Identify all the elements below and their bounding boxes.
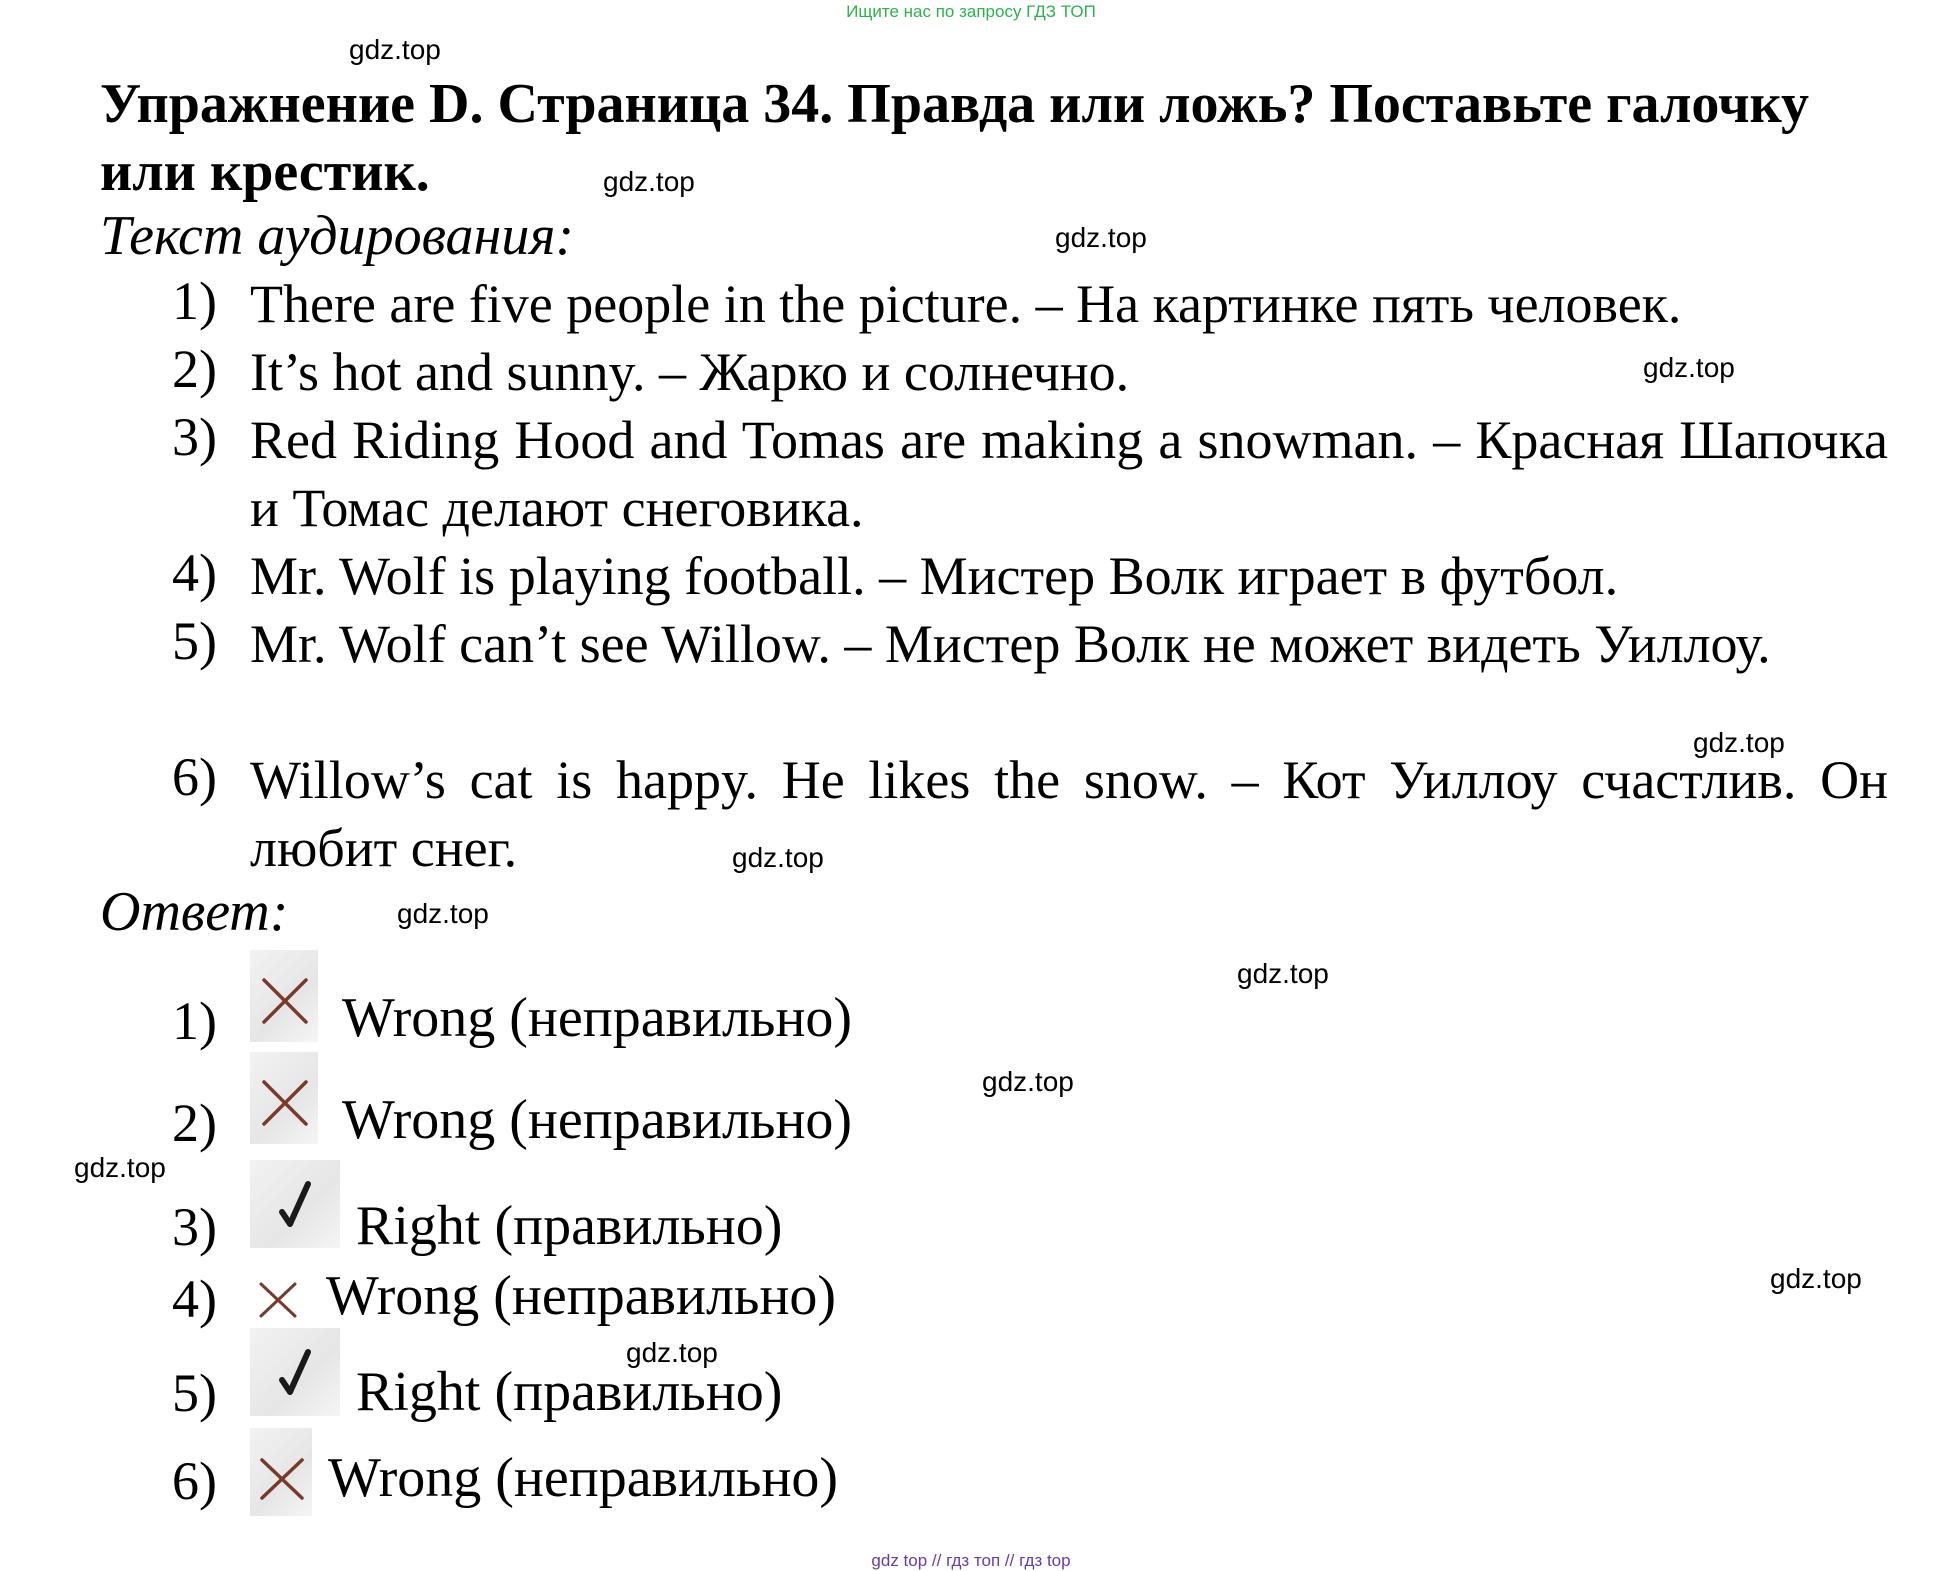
answer-text: Wrong (неправильно) xyxy=(328,1447,839,1509)
list-item: It’s hot and sunny. – Жарко и солнечно. xyxy=(250,342,1130,402)
item-number: 5) xyxy=(172,611,217,671)
watermark: gdz.top xyxy=(626,1337,718,1368)
watermark: gdz.top xyxy=(732,842,824,873)
watermark: gdz.top xyxy=(1693,727,1785,758)
cross-icon xyxy=(250,950,318,1042)
cross-icon xyxy=(252,1270,304,1330)
watermark: gdz.top xyxy=(982,1066,1074,1097)
answer-text: Wrong (неправильно) xyxy=(342,1089,853,1151)
watermark: gdz.top xyxy=(1055,222,1147,253)
exercise-heading xyxy=(100,70,1890,206)
footer-watermark: gdz top // гдз топ // гдз top xyxy=(871,1551,1071,1570)
cross-icon xyxy=(250,1052,318,1144)
heading-line-2: или крестик. xyxy=(100,141,430,203)
list-item: Mr. Wolf is playing football. – Мистер Волк играет в футбол. xyxy=(250,546,1619,606)
cross-icon xyxy=(250,1428,312,1516)
heading-line-1: Упражнение D. Страница 34. Правда или ложь? Поставьте галочку xyxy=(100,73,1810,135)
answer-number: 5) xyxy=(172,1363,217,1423)
watermark: gdz.top xyxy=(1237,958,1329,989)
list-item: There are five people in the picture. – На картинке пять человек. xyxy=(250,274,1682,334)
watermark: gdz.top xyxy=(603,166,695,197)
answer-number: 2) xyxy=(172,1093,217,1153)
answer-text: Right (правильно) xyxy=(356,1361,783,1423)
watermark: gdz.top xyxy=(349,34,441,65)
answer-text: Wrong (неправильно) xyxy=(342,987,853,1049)
list-item: Mr. Wolf can’t see Willow. – Мистер Волк не может видеть Уиллоу. xyxy=(250,614,1771,674)
listening-label: Текст аудирования: xyxy=(100,205,575,267)
top-banner: Ищите нас по запросу ГДЗ ТОП xyxy=(846,2,1096,21)
check-icon xyxy=(250,1160,340,1248)
item-number: 4) xyxy=(172,543,217,603)
answer-text: Wrong (неправильно) xyxy=(326,1265,837,1327)
watermark: gdz.top xyxy=(397,898,489,929)
answer-label: Ответ: xyxy=(100,881,289,943)
item-number: 2) xyxy=(172,339,217,399)
watermark: gdz.top xyxy=(1643,352,1735,383)
check-icon xyxy=(250,1328,340,1416)
answer-number: 1) xyxy=(172,991,217,1051)
watermark: gdz.top xyxy=(74,1152,166,1183)
answer-number: 4) xyxy=(172,1269,217,1329)
item-number: 6) xyxy=(172,747,217,807)
answer-text: Right (правильно) xyxy=(356,1195,783,1257)
list-item: Willow’s cat is happy. He likes the snow. – Кот Уиллоу счастлив. Он любит снег. xyxy=(250,750,1888,878)
list-item: Red Riding Hood and Tomas are making a snowman. – Красная Шапочка и Томас делают снеговика. xyxy=(250,410,1888,538)
item-number: 3) xyxy=(172,407,217,467)
answer-number: 3) xyxy=(172,1197,217,1257)
watermark: gdz.top xyxy=(1770,1263,1862,1294)
answer-number: 6) xyxy=(172,1451,217,1511)
item-number: 1) xyxy=(172,271,217,331)
